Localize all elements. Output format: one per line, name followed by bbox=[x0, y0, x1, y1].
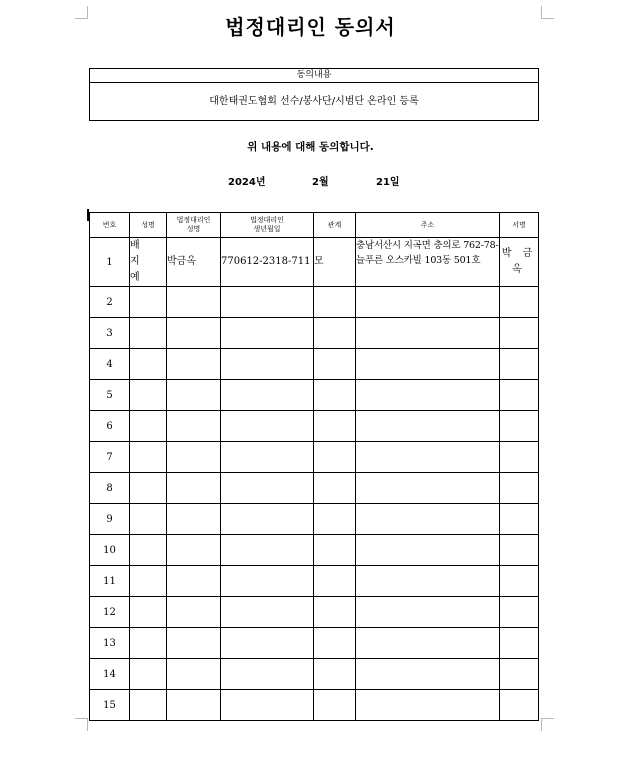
cell-relation[interactable] bbox=[314, 442, 356, 473]
cell-signature[interactable] bbox=[500, 628, 539, 659]
table-row bbox=[90, 287, 539, 318]
cell-guardian-name[interactable]: 박금옥 bbox=[167, 238, 221, 287]
header-address: 주소 bbox=[356, 213, 500, 238]
cell-number: 11 bbox=[90, 566, 130, 597]
header-relation: 관계 bbox=[314, 213, 356, 238]
table-row bbox=[90, 442, 539, 473]
page-corner-mark-bottom-right bbox=[541, 718, 554, 731]
cell-address[interactable]: 충남서산시 지곡면 충의로 762-78-늘푸른 오스카빌 103동 501호 bbox=[356, 238, 500, 287]
cell-number: 10 bbox=[90, 535, 130, 566]
cell-guardian-name[interactable] bbox=[167, 411, 221, 442]
cell-relation[interactable] bbox=[314, 659, 356, 690]
cell-signature[interactable] bbox=[500, 473, 539, 504]
cell-guardian-birth[interactable]: 770612-2318-711 bbox=[221, 238, 314, 287]
table-row bbox=[90, 597, 539, 628]
page-corner-mark-bottom-left bbox=[75, 718, 88, 731]
cell-number: 1 bbox=[90, 238, 130, 287]
cell-address[interactable] bbox=[356, 380, 500, 411]
table-row bbox=[90, 566, 539, 597]
cell-address[interactable] bbox=[356, 690, 500, 721]
cell-relation[interactable] bbox=[314, 473, 356, 504]
cell-signature[interactable] bbox=[500, 287, 539, 318]
cell-guardian-birth[interactable] bbox=[221, 659, 314, 690]
date-month[interactable]: 2월 bbox=[312, 177, 329, 188]
cell-name[interactable] bbox=[130, 535, 167, 566]
cell-address[interactable] bbox=[356, 318, 500, 349]
cell-guardian-birth[interactable] bbox=[221, 504, 314, 535]
cell-address[interactable] bbox=[356, 659, 500, 690]
cell-address[interactable] bbox=[356, 628, 500, 659]
cell-guardian-name[interactable] bbox=[167, 628, 221, 659]
table-body bbox=[90, 238, 539, 721]
cell-name[interactable] bbox=[130, 690, 167, 721]
header-guardian-birth: 법정대리인 생년월일 bbox=[221, 213, 314, 238]
cell-name[interactable] bbox=[130, 287, 167, 318]
cell-signature[interactable]: 박 금 옥 bbox=[500, 238, 539, 287]
cell-signature[interactable] bbox=[500, 442, 539, 473]
guardian-table bbox=[89, 212, 539, 721]
cell-relation[interactable] bbox=[314, 318, 356, 349]
cell-guardian-birth[interactable] bbox=[221, 349, 314, 380]
cell-guardian-birth[interactable] bbox=[221, 597, 314, 628]
cell-relation[interactable] bbox=[314, 597, 356, 628]
table-row bbox=[90, 628, 539, 659]
cell-guardian-name[interactable] bbox=[167, 473, 221, 504]
cell-number: 14 bbox=[90, 659, 130, 690]
cell-relation[interactable] bbox=[314, 349, 356, 380]
header-guardian-name: 법정대리인 성명 bbox=[167, 213, 221, 238]
document-title: 법정대리인 동의서 bbox=[225, 15, 396, 39]
cell-guardian-birth[interactable] bbox=[221, 535, 314, 566]
cell-guardian-name[interactable] bbox=[167, 690, 221, 721]
cell-guardian-name[interactable] bbox=[167, 349, 221, 380]
table-row bbox=[90, 238, 539, 287]
cell-name[interactable] bbox=[130, 473, 167, 504]
cell-name[interactable] bbox=[130, 411, 167, 442]
header-name: 성명 bbox=[130, 213, 167, 238]
cell-guardian-name[interactable] bbox=[167, 597, 221, 628]
table-row bbox=[90, 504, 539, 535]
cell-number: 3 bbox=[90, 318, 130, 349]
cell-signature[interactable] bbox=[500, 504, 539, 535]
cell-signature[interactable] bbox=[500, 597, 539, 628]
date-day[interactable]: 21일 bbox=[376, 177, 400, 188]
cell-name[interactable] bbox=[130, 504, 167, 535]
cell-address[interactable] bbox=[356, 473, 500, 504]
cell-address[interactable] bbox=[356, 287, 500, 318]
cell-number: 9 bbox=[90, 504, 130, 535]
cell-number: 8 bbox=[90, 473, 130, 504]
cell-number: 12 bbox=[90, 597, 130, 628]
cell-guardian-name[interactable] bbox=[167, 287, 221, 318]
cell-name[interactable]: 배 지 예 bbox=[130, 238, 167, 287]
cell-guardian-name[interactable] bbox=[167, 504, 221, 535]
cell-guardian-name[interactable] bbox=[167, 659, 221, 690]
cell-signature[interactable] bbox=[500, 690, 539, 721]
cell-signature[interactable] bbox=[500, 535, 539, 566]
cell-number: 7 bbox=[90, 442, 130, 473]
cell-name[interactable] bbox=[130, 380, 167, 411]
cell-signature[interactable] bbox=[500, 566, 539, 597]
cell-guardian-name[interactable] bbox=[167, 535, 221, 566]
cell-guardian-name[interactable] bbox=[167, 318, 221, 349]
cell-signature[interactable] bbox=[500, 411, 539, 442]
cell-number: 6 bbox=[90, 411, 130, 442]
table-row bbox=[90, 535, 539, 566]
cell-relation[interactable] bbox=[314, 535, 356, 566]
table-header-row bbox=[90, 213, 539, 238]
cell-guardian-birth[interactable] bbox=[221, 380, 314, 411]
cell-address[interactable] bbox=[356, 597, 500, 628]
consent-header: 동의내용 bbox=[90, 69, 538, 83]
cell-guardian-birth[interactable] bbox=[221, 411, 314, 442]
cell-address[interactable] bbox=[356, 411, 500, 442]
table-row bbox=[90, 473, 539, 504]
consent-box bbox=[89, 68, 539, 121]
header-number: 번호 bbox=[90, 213, 130, 238]
cell-guardian-name[interactable] bbox=[167, 380, 221, 411]
cell-guardian-birth[interactable] bbox=[221, 690, 314, 721]
cell-guardian-birth[interactable] bbox=[221, 287, 314, 318]
cell-relation[interactable] bbox=[314, 628, 356, 659]
cell-address[interactable] bbox=[356, 349, 500, 380]
cell-relation[interactable] bbox=[314, 504, 356, 535]
cell-number: 4 bbox=[90, 349, 130, 380]
cell-name[interactable] bbox=[130, 659, 167, 690]
cell-relation[interactable] bbox=[314, 380, 356, 411]
table-row bbox=[90, 659, 539, 690]
cell-relation[interactable] bbox=[314, 690, 356, 721]
cell-number: 5 bbox=[90, 380, 130, 411]
cell-signature[interactable] bbox=[500, 318, 539, 349]
date-year[interactable]: 2024년 bbox=[228, 177, 266, 188]
cell-address[interactable] bbox=[356, 504, 500, 535]
cell-name[interactable] bbox=[130, 318, 167, 349]
cell-name[interactable] bbox=[130, 566, 167, 597]
cell-relation[interactable]: 모 bbox=[314, 238, 356, 287]
cell-address[interactable] bbox=[356, 442, 500, 473]
cell-number: 2 bbox=[90, 287, 130, 318]
consent-content[interactable]: 대한태권도협회 선수/봉사단/시범단 온라인 등록 bbox=[209, 96, 419, 107]
table-row bbox=[90, 318, 539, 349]
table-row bbox=[90, 380, 539, 411]
cell-guardian-birth[interactable] bbox=[221, 628, 314, 659]
cell-relation[interactable] bbox=[314, 566, 356, 597]
cell-guardian-name[interactable] bbox=[167, 566, 221, 597]
cell-relation[interactable] bbox=[314, 411, 356, 442]
cell-name[interactable] bbox=[130, 628, 167, 659]
table-row bbox=[90, 411, 539, 442]
header-signature: 서명 bbox=[500, 213, 539, 238]
cell-signature[interactable] bbox=[500, 659, 539, 690]
cell-number: 15 bbox=[90, 690, 130, 721]
cell-guardian-birth[interactable] bbox=[221, 473, 314, 504]
table-row bbox=[90, 349, 539, 380]
cell-address[interactable] bbox=[356, 535, 500, 566]
cell-guardian-birth[interactable] bbox=[221, 566, 314, 597]
cell-name[interactable] bbox=[130, 442, 167, 473]
cell-number: 13 bbox=[90, 628, 130, 659]
cell-name[interactable] bbox=[130, 597, 167, 628]
cell-guardian-name[interactable] bbox=[167, 442, 221, 473]
cell-address[interactable] bbox=[356, 566, 500, 597]
table-row bbox=[90, 690, 539, 721]
cell-signature[interactable] bbox=[500, 380, 539, 411]
agreement-statement: 위 내용에 대해 동의합니다. bbox=[247, 141, 374, 153]
cell-signature[interactable] bbox=[500, 349, 539, 380]
cell-guardian-birth[interactable] bbox=[221, 442, 314, 473]
cell-name[interactable] bbox=[130, 349, 167, 380]
cell-guardian-birth[interactable] bbox=[221, 318, 314, 349]
cell-relation[interactable] bbox=[314, 287, 356, 318]
